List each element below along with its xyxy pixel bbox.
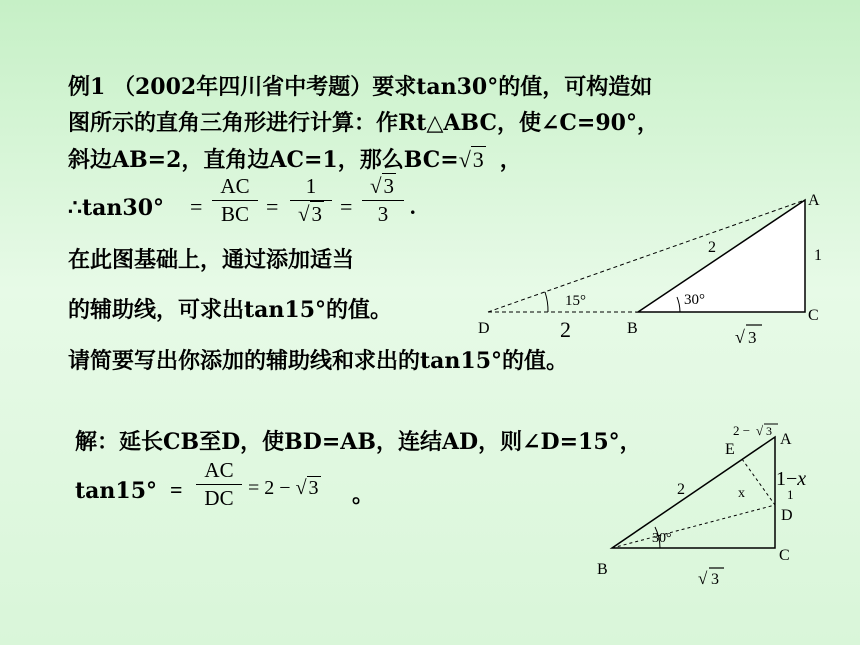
label-a: A — [808, 192, 820, 209]
solution-result-prefix: = 2 − — [248, 477, 291, 499]
period: . — [410, 194, 416, 219]
bc-answer-radicand: 3 — [472, 147, 484, 172]
label-c: C — [808, 307, 819, 324]
label-top-sqrt: √ — [756, 423, 764, 438]
fraction-1-sqrt3-num: 1 — [305, 174, 317, 198]
problem-line-3-text: 斜边AB=2，直角边AC=1，那么BC= — [68, 147, 459, 173]
bisector-bd — [612, 505, 775, 548]
label-bc-sqrt-2: √ — [698, 569, 708, 588]
label-hyp-2: 2 — [677, 481, 685, 498]
label-b-2: B — [597, 561, 608, 578]
therefore-tan30: ∴tan30° — [68, 195, 165, 221]
solution-result: = 2 − √ 3 — [248, 477, 319, 499]
perpendicular-de — [742, 459, 775, 505]
label-angle-30: 30° — [684, 292, 705, 308]
fraction-sqrt3-3-den: 3 — [377, 202, 389, 226]
label-x: x — [738, 486, 745, 501]
fraction-ac-bc-den: BC — [220, 202, 249, 226]
label-bc-radicand-2: 3 — [711, 571, 719, 588]
equals-3: = — [340, 194, 353, 219]
label-bc-sqrt: √ — [735, 327, 745, 347]
radicand: 3 — [311, 202, 323, 226]
solution-end: 。 — [352, 482, 375, 508]
label-d: D — [478, 320, 490, 337]
fraction-1-sqrt3-den: √3 — [297, 202, 323, 226]
label-d-2: D — [781, 507, 793, 524]
fraction-ac-dc-num: AC — [204, 458, 234, 482]
label-one: 1 — [787, 487, 794, 502]
radicand: 3 — [383, 174, 395, 198]
label-a-2: A — [780, 431, 792, 448]
problem-line-1: 例1 （2002年四川省中考题）要求tan30°的值，可构造如 — [68, 74, 653, 100]
label-1-minus-x-var: x — [797, 468, 807, 490]
fraction-ac-bc-num: AC — [220, 174, 250, 198]
triangle-abc-2 — [612, 437, 775, 548]
label-e: E — [725, 441, 735, 458]
solution-line-1: 解：延长CB至D，使BD=AB，连结AD，则∠D=15°， — [75, 429, 642, 455]
problem-line-2: 图所示的直角三角形进行计算：作Rt△ABC，使∠C=90°， — [68, 110, 659, 136]
problem-line-3-suffix: ， — [499, 147, 522, 173]
label-top-prefix: 2 − — [733, 423, 751, 438]
label-angle-30-2: 30° — [652, 531, 672, 546]
equals-1: = — [190, 194, 203, 219]
label-bc-radicand: 3 — [748, 328, 757, 347]
problem-line-6: 的辅助线，可求出tan15°的值。 — [68, 297, 393, 323]
label-hyp: 2 — [708, 239, 716, 256]
bc-answer-sqrt: √3 — [458, 147, 484, 172]
label-angle-15: 15° — [565, 293, 586, 309]
label-top-radicand: 3 — [766, 424, 772, 438]
equals-2: = — [266, 194, 279, 219]
label-c-2: C — [779, 547, 790, 564]
problem-line-5: 在此图基础上，通过添加适当 — [68, 247, 355, 273]
solution-result-radicand: 3 — [308, 477, 319, 499]
label-b: B — [627, 320, 638, 337]
problem-line-7: 请简要写出你添加的辅助线和求出的tan15°的值。 — [68, 348, 569, 374]
solution-equals: = — [170, 477, 183, 502]
fraction-ac-dc-den: DC — [204, 486, 234, 510]
solution-tan15: tan15° — [75, 478, 158, 504]
fraction-sqrt3-3-num: √3 — [369, 174, 395, 198]
label-bd: 2 — [560, 317, 571, 342]
label-1-minus-x: 1−x — [776, 468, 807, 490]
label-ac: 1 — [814, 247, 822, 264]
